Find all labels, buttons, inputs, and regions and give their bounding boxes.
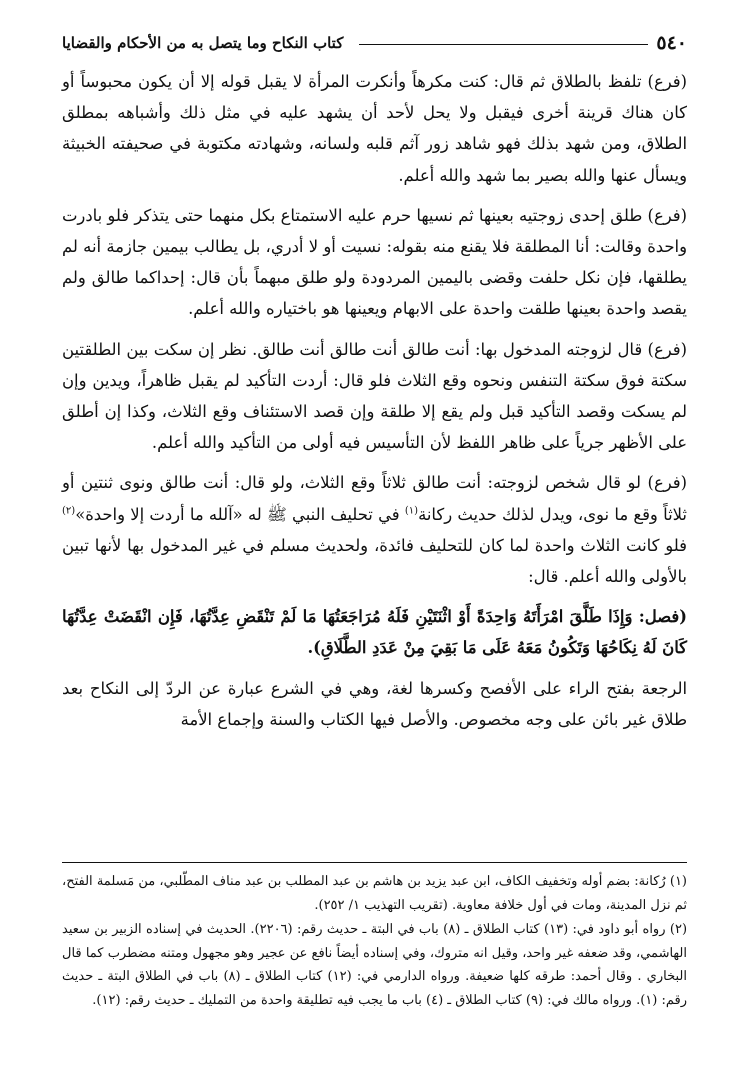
paragraph-label: (فرع): [647, 72, 687, 91]
footnote-text: رُكانة: بضم أوله وتخفيف الكاف، ابن عبد يزيد بن هاشم بن عبد المطلب بن عبد مناف المطّلبي، من مَسلمة الفتح، ثم نزل المدينة، ومات في أول خلافة معاوية. (تقريب التهذيب ١/ ٢٥٢).: [62, 874, 687, 913]
paragraph-text: قال لزوجته المدخول بها: أنت طالق أنت طالق أنت طالق. نظر إن سكت بين الطلقتين سكتة فوق سكتة التنفس ونحوه وقع الثلاث فلو قال: أردت التأكيد لم يقبل ظاهراً، ويدين وإن لم يسكت وقصد التأكيد قبل ولم يقع إلا طلقة وإن قصد الاستئناف وقع الثلاث، وكذا إن أطلق على الأظهر جرياً على ظاهر اللفظ لأن التأسيس فيه أولى من التأكيد والله أعلم.: [62, 339, 687, 453]
fasl-label: (فصل:: [638, 607, 687, 627]
header-title: كتاب النكاح وما يتصل به من الأحكام والقضايا: [62, 34, 344, 52]
footnote-separator: [62, 862, 687, 863]
paragraph-text: تلفظ بالطلاق ثم قال: كنت مكرهاً وأنكرت المرأة لا يقبل قوله إلا أن يكون محبوساً أو كان هناك قرينة أخرى فيقبل ولا يحل لأحد أن يشهد عليه في مثل ذلك وأشباهه بمطلق الطلاق، ومن شهد بذلك فهو شاهد زور آثم قلبه ولسانه، وشهادته مكتوبة في صحيفته الخبيثة ويسأل عنها والله بصير بما شهد والله أعلم.: [62, 72, 687, 185]
footnote-ref-1: (١): [404, 505, 419, 517]
paragraph-label: (فرع): [647, 339, 687, 359]
paragraph-text-part-b: في تحليف النبي ﷺ له «آلله ما أردت إلا واحدة»: [75, 504, 405, 524]
paragraph-label: (فرع): [647, 473, 687, 493]
paragraph-fasl: [62, 601, 687, 663]
paragraph-label: (فرع): [647, 205, 687, 225]
running-header: [62, 30, 687, 56]
footnote-2: [62, 918, 687, 1012]
paragraph-far-3: [62, 334, 687, 459]
page-number: ٥٤٠: [656, 32, 687, 54]
paragraph-text-part-a: لو قال شخص لزوجته: أنت طالق ثلاثاً وقع الثلاث، ولو قال: أنت طالق ونوى ثنتين أو ثلاثاً وقع ما نوى، ويدل لذلك حديث ركانة: [62, 473, 687, 524]
paragraph-text-part-c: فلو كانت الثلاث واحدة لما كان للتحليف فائدة، ولحديث مسلم في غير المدخول بها لأنها تبين بالأولى والله أعلم. قال:: [62, 535, 687, 587]
header-rule: [359, 44, 648, 45]
footnote-1: [62, 870, 687, 917]
paragraph-text: طلق إحدى زوجتيه بعينها ثم نسيها حرم عليه الاستمتاع بكل منهما حتى يتذكر فلو بادرت واحدة وقالت: أنا المطلقة فلا يقنع منه بقوله: نسيت أو لا أدري، بل يطالب بيمين جازمة أنه لم يطلقها، فإن نكل حلفت وقضى باليمين المردودة ولو طلق مبهماً بأن قال: إحداكما طالق ولم يقصد واحدة بعينها طلقت واحدة على الابهام ويعينها هو باختياره والله أعلم.: [61, 205, 687, 319]
paragraph-far-2: [62, 200, 687, 325]
footnotes: [62, 870, 687, 1013]
paragraph-text: الرجعة بفتح الراء على الأفصح وكسرها لغة، وهي في الشرع عبارة عن الردّ إلى النكاح بعد طلاق غير بائن على وجه مخصوص. والأصل فيها الكتاب والسنة وإجماع الأمة: [62, 678, 687, 729]
footnote-text: رواه أبو داود في: (١٣) كتاب الطلاق ـ (٨) باب في البتة ـ حديث رقم: (٢٢٠٦). الحديث في إسناده الزبير بن سعيد الهاشمي، وقد ضعفه غير واحد، وقيل انه متروك، وفي إسناده أيضاً نافع عن عجير وهو مجهول ومتنه مضطرب كما قال البخاري . وقال أحمد: طرقه كلها ضعيفة. ورواه الدارمي في: (١٢) كتاب الطلاق ـ (٨) باب في الطلاق البتة ـ حديث رقم: (١). ورواه مالك في: (٩) كتاب الطلاق ـ (٤) باب ما يجب فيه تطليقة واحدة من التمليك ـ حديث رقم: (١٢).: [62, 922, 687, 1008]
fasl-text: وَإِذَا طَلَّقَ امْرَأَتَهُ وَاحِدَةً أَوْ اثْنَتَيْنِ فَلَهُ مُرَاجَعَتُهَا مَا لَمْ تَنْقَضِ عِدَّتُهَا، فَإِن انْقَضَتْ عِدَّتُهَا كَانَ لَهُ نِكَاحُهَا وَتَكُونُ مَعَهُ عَلَى مَا بَقِيَ مِنْ عَدَدِ الطَّلَاقِ).: [62, 607, 687, 658]
footnote-number: (٢): [669, 922, 688, 937]
footnote-ref-2: (٢): [62, 505, 76, 517]
paragraph-rajaa: [62, 673, 687, 735]
main-text: [62, 66, 687, 744]
paragraph-far-1: [62, 66, 687, 191]
footnote-number: (١): [669, 874, 687, 889]
paragraph-far-4: [62, 467, 687, 592]
